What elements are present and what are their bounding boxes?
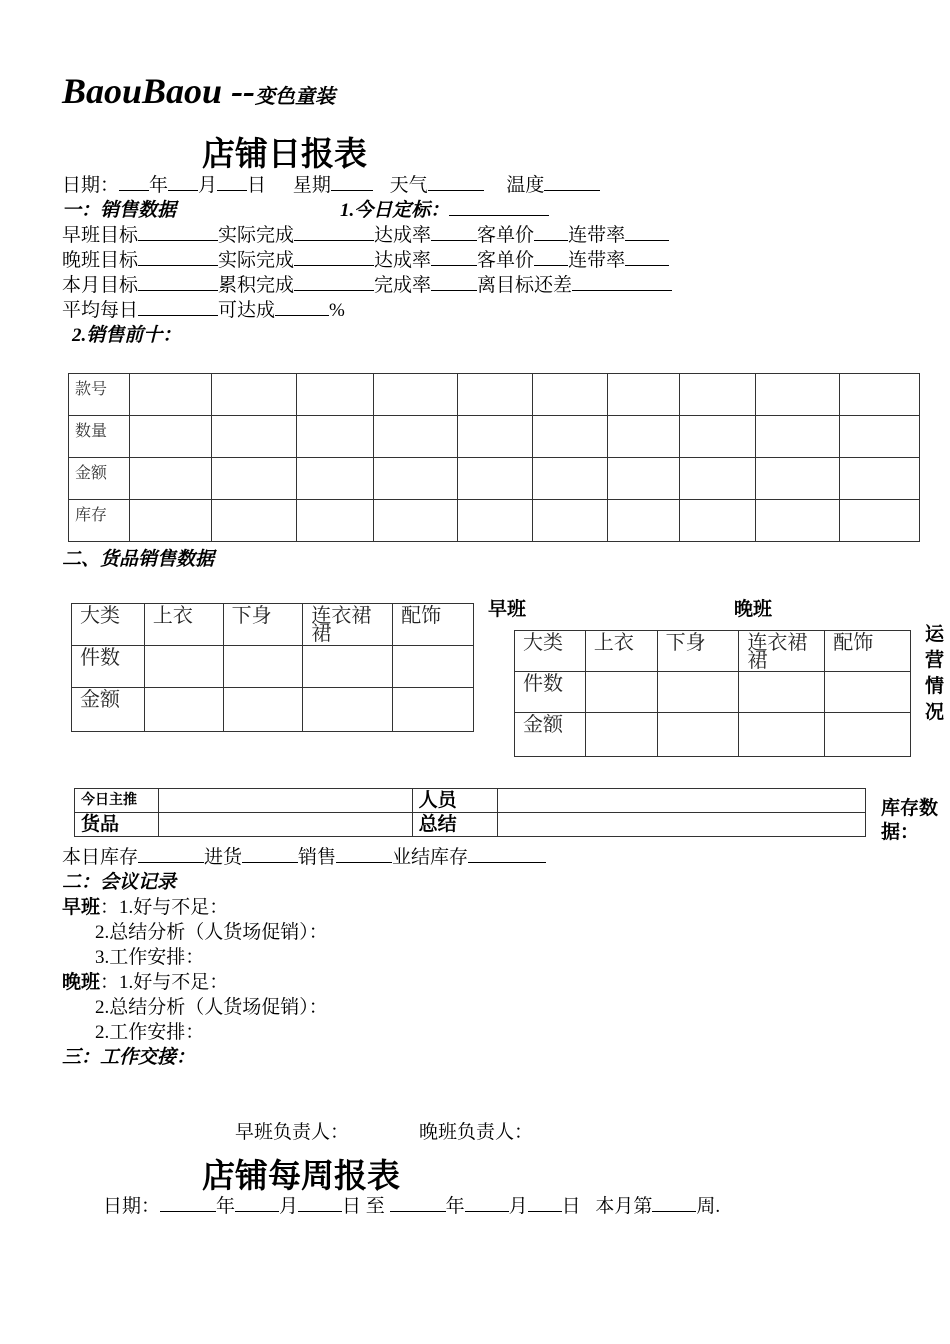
evening-label: 晚班 [62,972,101,993]
cell[interactable] [739,713,825,757]
header-cell: 配饰 [393,604,474,646]
meeting-item: 2.工作安排： [95,1022,205,1043]
cell[interactable] [211,374,296,416]
unit-price-label: 客单价 [477,250,535,271]
completion-rate-label: 完成率 [374,275,432,296]
weekday-blank[interactable] [331,174,373,191]
day-blank[interactable] [217,174,247,191]
weekly-date-line [103,1195,720,1219]
cell[interactable] [457,458,533,500]
cell[interactable] [373,416,457,458]
cell[interactable] [211,500,296,542]
blank[interactable] [431,224,477,241]
blank[interactable] [298,1195,342,1212]
monthly-target-row [62,274,672,298]
section-sales-data: 一：销售数据 [62,200,177,221]
header-cell: 上衣 [585,631,657,672]
header-cell: 下身 [223,604,303,646]
meeting-item: ：1.好与不足： [100,897,229,918]
cell[interactable] [211,458,296,500]
table-row [72,688,474,732]
row-label: 数量 [69,416,130,458]
cell[interactable] [144,646,223,688]
blank[interactable] [572,274,672,291]
cell[interactable] [825,672,911,713]
cell[interactable] [393,646,474,688]
year-label: 年 [445,1196,465,1217]
cell[interactable] [211,416,296,458]
cell[interactable] [608,374,680,416]
rate-label: 达成率 [374,250,432,271]
table-row [69,458,920,500]
cell[interactable] [533,416,608,458]
row-label: 金额 [69,458,130,500]
blank[interactable] [336,846,392,863]
blank[interactable] [138,249,218,266]
cell[interactable] [129,416,211,458]
month-label: 月 [508,1196,528,1217]
category-table-left [71,603,474,732]
daily-report-title: 店铺日报表 [202,134,367,173]
blank[interactable] [294,224,374,241]
today-target-label: 1.今日定标： [340,200,450,221]
cell[interactable] [825,713,911,757]
evening-lead: 晚班负责人： [419,1122,534,1143]
meeting-item: 2.总结分析（人货场促销）： [95,997,328,1018]
cell[interactable] [608,500,680,542]
table-row [515,672,911,713]
year-blank[interactable] [119,174,149,191]
blank[interactable] [431,249,477,266]
rate-label: 达成率 [374,225,432,246]
blank[interactable] [138,274,218,291]
table-row [72,604,474,646]
sales-label: 销售 [298,847,337,868]
row-label: 件数 [72,646,145,688]
blank[interactable] [625,249,669,266]
inventory-line [62,846,546,870]
cell[interactable] [457,374,533,416]
header-cell: 连衣裙裙 [303,604,393,646]
cell[interactable] [756,500,840,542]
cell[interactable] [840,458,920,500]
cell[interactable] [840,416,920,458]
header-cell: 下身 [657,631,739,672]
header-cell: 上衣 [144,604,223,646]
cumulative-label: 累积完成 [218,275,295,296]
evening-shift-label: 晚班 [734,599,773,620]
year-label: 年 [216,1196,236,1217]
today-target [340,199,549,223]
blank[interactable] [465,1195,509,1212]
table-row [75,789,866,813]
cell[interactable] [680,458,756,500]
category-table-right [514,630,911,757]
cell[interactable] [739,672,825,713]
unit-price-label: 客单价 [477,225,535,246]
actual-label: 实际完成 [218,225,295,246]
cell[interactable] [608,458,680,500]
brand-tagline: 变色童装 [255,86,336,108]
section-handover: 三：工作交接： [62,1047,196,1068]
cell[interactable] [144,688,223,732]
brand-header [62,70,335,112]
cell[interactable] [756,374,840,416]
cell[interactable] [373,500,457,542]
top10-table [68,373,920,542]
table-row [69,374,920,416]
blank[interactable] [235,1195,279,1212]
meeting-item: 2.总结分析（人货场促销）： [95,922,328,943]
month-label: 月 [279,1196,299,1217]
reachable-label: 可达成 [218,300,276,321]
header-cell: 大类 [515,631,586,672]
cell[interactable] [533,500,608,542]
weekly-report-title: 店铺每周报表 [202,1156,400,1195]
meeting-evening-1 [62,971,228,995]
actual-label: 实际完成 [218,250,295,271]
blank[interactable] [534,249,568,266]
operations-label: 运营情况 [925,624,945,723]
morning-target-row [62,224,669,248]
blank[interactable] [138,846,204,863]
cell[interactable] [129,374,211,416]
cell[interactable] [296,500,373,542]
stock-data-label: 库存数据： [881,798,939,843]
cell[interactable] [158,813,412,837]
cell[interactable] [296,458,373,500]
temperature-label: 温度 [506,175,545,196]
blank[interactable] [534,224,568,241]
today-target-blank[interactable] [449,199,549,216]
focus-label: 今日主推 [75,789,159,813]
cell[interactable] [756,416,840,458]
weather-label: 天气 [389,175,428,196]
cell[interactable] [158,789,412,813]
cell[interactable] [373,458,457,500]
morning-lead: 早班负责人： [235,1122,350,1143]
blank[interactable] [468,846,546,863]
date-line [62,174,600,198]
day-label: 日 [247,175,267,196]
month-blank[interactable] [168,174,198,191]
monthly-target-label: 本月目标 [62,275,139,296]
blank[interactable] [625,224,669,241]
avg-daily-label: 平均每日 [62,300,139,321]
header-cell: 配饰 [825,631,911,672]
cell[interactable] [129,458,211,500]
blank[interactable] [431,274,477,291]
blank[interactable] [294,249,374,266]
month-label: 月 [198,175,218,196]
cell[interactable] [608,416,680,458]
cell[interactable] [497,813,866,837]
blank[interactable] [160,1195,216,1212]
date-label: 日期： [62,175,120,196]
blank[interactable] [390,1195,446,1212]
section-meeting: 二：会议记录 [62,872,177,893]
day-to-label: 日 至 [342,1196,385,1217]
cell[interactable] [585,713,657,757]
cell[interactable] [657,713,739,757]
cell[interactable] [129,500,211,542]
blank[interactable] [242,846,298,863]
cell[interactable] [223,646,303,688]
cell[interactable] [303,688,393,732]
blank[interactable] [528,1195,562,1212]
blank[interactable] [294,274,374,291]
cell[interactable] [296,374,373,416]
cell[interactable] [680,374,756,416]
ending-stock-label: 业结库存 [392,847,469,868]
blank[interactable] [138,224,218,241]
table-row [69,416,920,458]
week-of-month-label: 本月第 [595,1196,653,1217]
weather-blank[interactable] [428,174,484,191]
table-row [69,500,920,542]
table-row [75,813,866,837]
attach-rate-label: 连带率 [568,225,626,246]
row-label: 金额 [515,713,586,757]
blank[interactable] [138,299,218,316]
cell[interactable] [457,500,533,542]
temperature-blank[interactable] [544,174,600,191]
table-row [515,631,911,672]
evening-target-label: 晚班目标 [62,250,139,271]
summary-label: 总结 [412,813,497,837]
top10-heading: 2.销售前十： [72,325,182,346]
avg-daily-row [62,299,345,323]
cell[interactable] [840,500,920,542]
evening-target-row [62,249,669,273]
meeting-item: 3.工作安排： [95,947,205,968]
cell[interactable] [296,416,373,458]
row-label: 库存 [69,500,130,542]
table-row [515,713,911,757]
goods-label: 货品 [75,813,159,837]
morning-target-label: 早班目标 [62,225,139,246]
cell[interactable] [533,374,608,416]
brand-name: BaouBaou -- [62,71,256,111]
attach-rate-label: 连带率 [568,250,626,271]
stock-today-label: 本日库存 [62,847,139,868]
meeting-morning-1 [62,896,228,920]
cell[interactable] [303,646,393,688]
row-label: 款号 [69,374,130,416]
cell[interactable] [533,458,608,500]
blank[interactable] [275,299,329,316]
week-label: 周. [696,1196,721,1217]
percent-sign: % [329,300,345,321]
cell[interactable] [680,500,756,542]
weekday-label: 星期 [292,175,331,196]
row-label: 金额 [72,688,145,732]
section-goods-sales: 二、货品销售数据 [62,549,215,570]
cell[interactable] [223,688,303,732]
incoming-label: 进货 [204,847,243,868]
morning-shift-label: 早班 [488,599,527,620]
cell[interactable] [585,672,657,713]
day-label: 日 [561,1196,581,1217]
table-row [72,646,474,688]
staff-label: 人员 [412,789,497,813]
meeting-item: ：1.好与不足： [100,972,229,993]
cell[interactable] [680,416,756,458]
header-cell: 连衣裙裙 [739,631,825,672]
cell[interactable] [756,458,840,500]
cell[interactable] [457,416,533,458]
year-label: 年 [149,175,169,196]
cell[interactable] [373,374,457,416]
blank[interactable] [652,1195,696,1212]
focus-staff-table [74,788,866,837]
morning-label: 早班 [62,897,101,918]
date-label: 日期： [103,1196,161,1217]
cell[interactable] [657,672,739,713]
header-cell: 大类 [72,604,145,646]
cell[interactable] [840,374,920,416]
cell[interactable] [393,688,474,732]
cell[interactable] [497,789,866,813]
gap-label: 离目标还差 [477,275,573,296]
row-label: 件数 [515,672,586,713]
